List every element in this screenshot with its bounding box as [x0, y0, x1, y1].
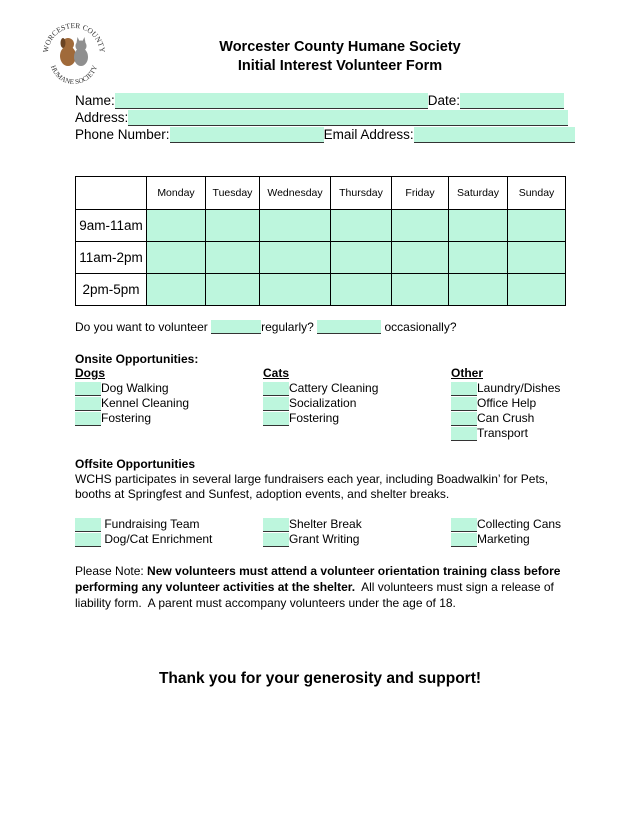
availability-cell[interactable] — [260, 242, 331, 274]
availability-cell[interactable] — [331, 242, 392, 274]
checkbox-blank[interactable] — [75, 533, 101, 547]
address-row — [75, 109, 568, 126]
regularly-label: regularly? — [261, 320, 314, 334]
option-label: Shelter Break — [289, 517, 362, 531]
day-header: Sunday — [508, 177, 566, 210]
note-bold-1: New volunteers must attend a volunteer orientation training class before — [147, 564, 561, 578]
availability-cell[interactable] — [147, 242, 206, 274]
day-header: Saturday — [449, 177, 508, 210]
cats-heading: Cats — [263, 366, 290, 380]
list-item — [75, 532, 212, 547]
date-label: Date: — [427, 93, 461, 108]
phone-label: Phone Number: — [75, 127, 170, 142]
availability-cell[interactable] — [260, 210, 331, 242]
note-bold-2: performing any volunteer activities at the shelter. — [75, 580, 356, 594]
list-item — [451, 517, 561, 532]
dogs-heading: Dogs — [75, 366, 105, 380]
offsite-heading: Offsite Opportunities — [75, 457, 195, 471]
dogs-column — [75, 366, 189, 426]
note-rest-2: All volunteers must sign a release of — [355, 580, 554, 594]
checkbox-blank[interactable] — [75, 397, 101, 411]
option-label: Fostering — [101, 411, 152, 425]
table-row — [76, 210, 566, 242]
offsite-col-2 — [263, 517, 362, 547]
availability-cell[interactable] — [331, 210, 392, 242]
table-row — [76, 242, 566, 274]
day-header: Tuesday — [206, 177, 260, 210]
email-label: Email Address: — [323, 127, 414, 142]
day-header: Thursday — [331, 177, 392, 210]
thank-you-message: Thank you for your generosity and support! — [158, 670, 482, 687]
availability-cell[interactable] — [331, 274, 392, 306]
list-item — [451, 396, 560, 411]
checkbox-blank[interactable] — [263, 397, 289, 411]
availability-cell[interactable] — [206, 242, 260, 274]
availability-cell[interactable] — [449, 242, 508, 274]
availability-cell[interactable] — [449, 210, 508, 242]
checkbox-blank[interactable] — [75, 412, 101, 426]
note-line-3: liability form. A parent must accompany volunteers under the age of 18. — [75, 596, 456, 610]
option-label: Fundraising Team — [101, 517, 200, 531]
offsite-col-3 — [451, 517, 561, 547]
checkbox-blank[interactable] — [75, 382, 101, 396]
checkbox-blank[interactable] — [263, 382, 289, 396]
checkbox-blank[interactable] — [451, 412, 477, 426]
day-header: Wednesday — [260, 177, 331, 210]
list-item — [263, 517, 362, 532]
table-row — [76, 274, 566, 306]
availability-cell[interactable] — [206, 210, 260, 242]
day-header: Friday — [392, 177, 449, 210]
list-item — [451, 532, 561, 547]
occasionally-label: occasionally? — [384, 320, 457, 334]
option-label: Marketing — [477, 532, 530, 546]
regularly-input[interactable] — [211, 320, 261, 334]
onsite-heading: Onsite Opportunities: — [75, 352, 199, 366]
slot-label: 2pm-5pm — [76, 274, 147, 306]
table-corner — [76, 177, 147, 210]
availability-cell[interactable] — [260, 274, 331, 306]
availability-cell[interactable] — [508, 210, 566, 242]
note-paragraph — [75, 563, 560, 611]
availability-cell[interactable] — [392, 242, 449, 274]
list-item — [263, 396, 378, 411]
logo-text-top: WORCESTER COUNTY — [40, 20, 108, 54]
offsite-desc-2: booths at Springfest and Sunfest, adoption events, and shelter breaks. — [75, 487, 450, 501]
availability-cell[interactable] — [508, 242, 566, 274]
logo-text-bottom: HUMANE SOCIETY — [48, 64, 100, 86]
checkbox-blank[interactable] — [263, 412, 289, 426]
other-column — [451, 366, 560, 441]
cats-column — [263, 366, 378, 426]
checkbox-blank[interactable] — [451, 382, 477, 396]
option-label: Cattery Cleaning — [289, 381, 379, 395]
option-label: Dog/Cat Enrichment — [101, 532, 213, 546]
option-label: Transport — [477, 426, 528, 440]
option-label: Grant Writing — [289, 532, 360, 546]
occasionally-input[interactable] — [317, 320, 381, 334]
option-label: Dog Walking — [101, 381, 169, 395]
availability-cell[interactable] — [508, 274, 566, 306]
list-item — [451, 381, 560, 396]
name-label: Name: — [75, 93, 115, 108]
availability-cell[interactable] — [206, 274, 260, 306]
availability-cell[interactable] — [392, 274, 449, 306]
name-input[interactable] — [115, 93, 428, 109]
list-item — [263, 381, 378, 396]
slot-label: 11am-2pm — [76, 242, 147, 274]
option-label: Kennel Cleaning — [101, 396, 190, 410]
option-label: Laundry/Dishes — [477, 381, 561, 395]
address-label: Address: — [75, 110, 129, 125]
availability-cell[interactable] — [147, 274, 206, 306]
availability-table — [75, 176, 566, 306]
option-label: Office Help — [477, 396, 537, 410]
phone-input[interactable] — [170, 127, 324, 143]
address-input[interactable] — [128, 110, 568, 126]
day-header: Monday — [147, 177, 206, 210]
option-label: Fostering — [289, 411, 340, 425]
checkbox-blank[interactable] — [451, 518, 477, 532]
org-title: Worcester County Humane Society — [219, 39, 461, 55]
option-label: Socialization — [289, 396, 357, 410]
list-item — [75, 411, 189, 426]
list-item — [451, 411, 560, 426]
checkbox-blank[interactable] — [75, 518, 101, 532]
name-row — [75, 92, 564, 109]
list-item — [75, 396, 189, 411]
frequency-row — [75, 320, 457, 334]
form-title: Initial Interest Volunteer Form — [237, 58, 443, 74]
phone-email-row — [75, 126, 575, 143]
option-label: Can Crush — [477, 411, 535, 425]
list-item — [75, 381, 189, 396]
list-item — [75, 517, 212, 532]
offsite-col-1 — [75, 517, 212, 547]
list-item — [451, 426, 560, 441]
list-item — [263, 411, 378, 426]
checkbox-blank[interactable] — [451, 427, 477, 441]
other-heading: Other — [451, 366, 484, 380]
email-input[interactable] — [414, 127, 575, 143]
list-item — [263, 532, 362, 547]
checkbox-blank[interactable] — [451, 533, 477, 547]
checkbox-blank[interactable] — [263, 533, 289, 547]
availability-cell[interactable] — [392, 210, 449, 242]
slot-label: 9am-11am — [76, 210, 147, 242]
note-prefix: Please Note: — [75, 564, 148, 578]
option-label: Collecting Cans — [477, 517, 562, 531]
offsite-desc-1: WCHS participates in several large fundraisers each year, including Boadwalkin’ for Pets, — [75, 472, 549, 486]
date-input[interactable] — [460, 93, 564, 109]
availability-cell[interactable] — [449, 274, 508, 306]
frequency-prefix: Do you want to volunteer — [75, 320, 208, 334]
availability-cell[interactable] — [147, 210, 206, 242]
checkbox-blank[interactable] — [451, 397, 477, 411]
checkbox-blank[interactable] — [263, 518, 289, 532]
